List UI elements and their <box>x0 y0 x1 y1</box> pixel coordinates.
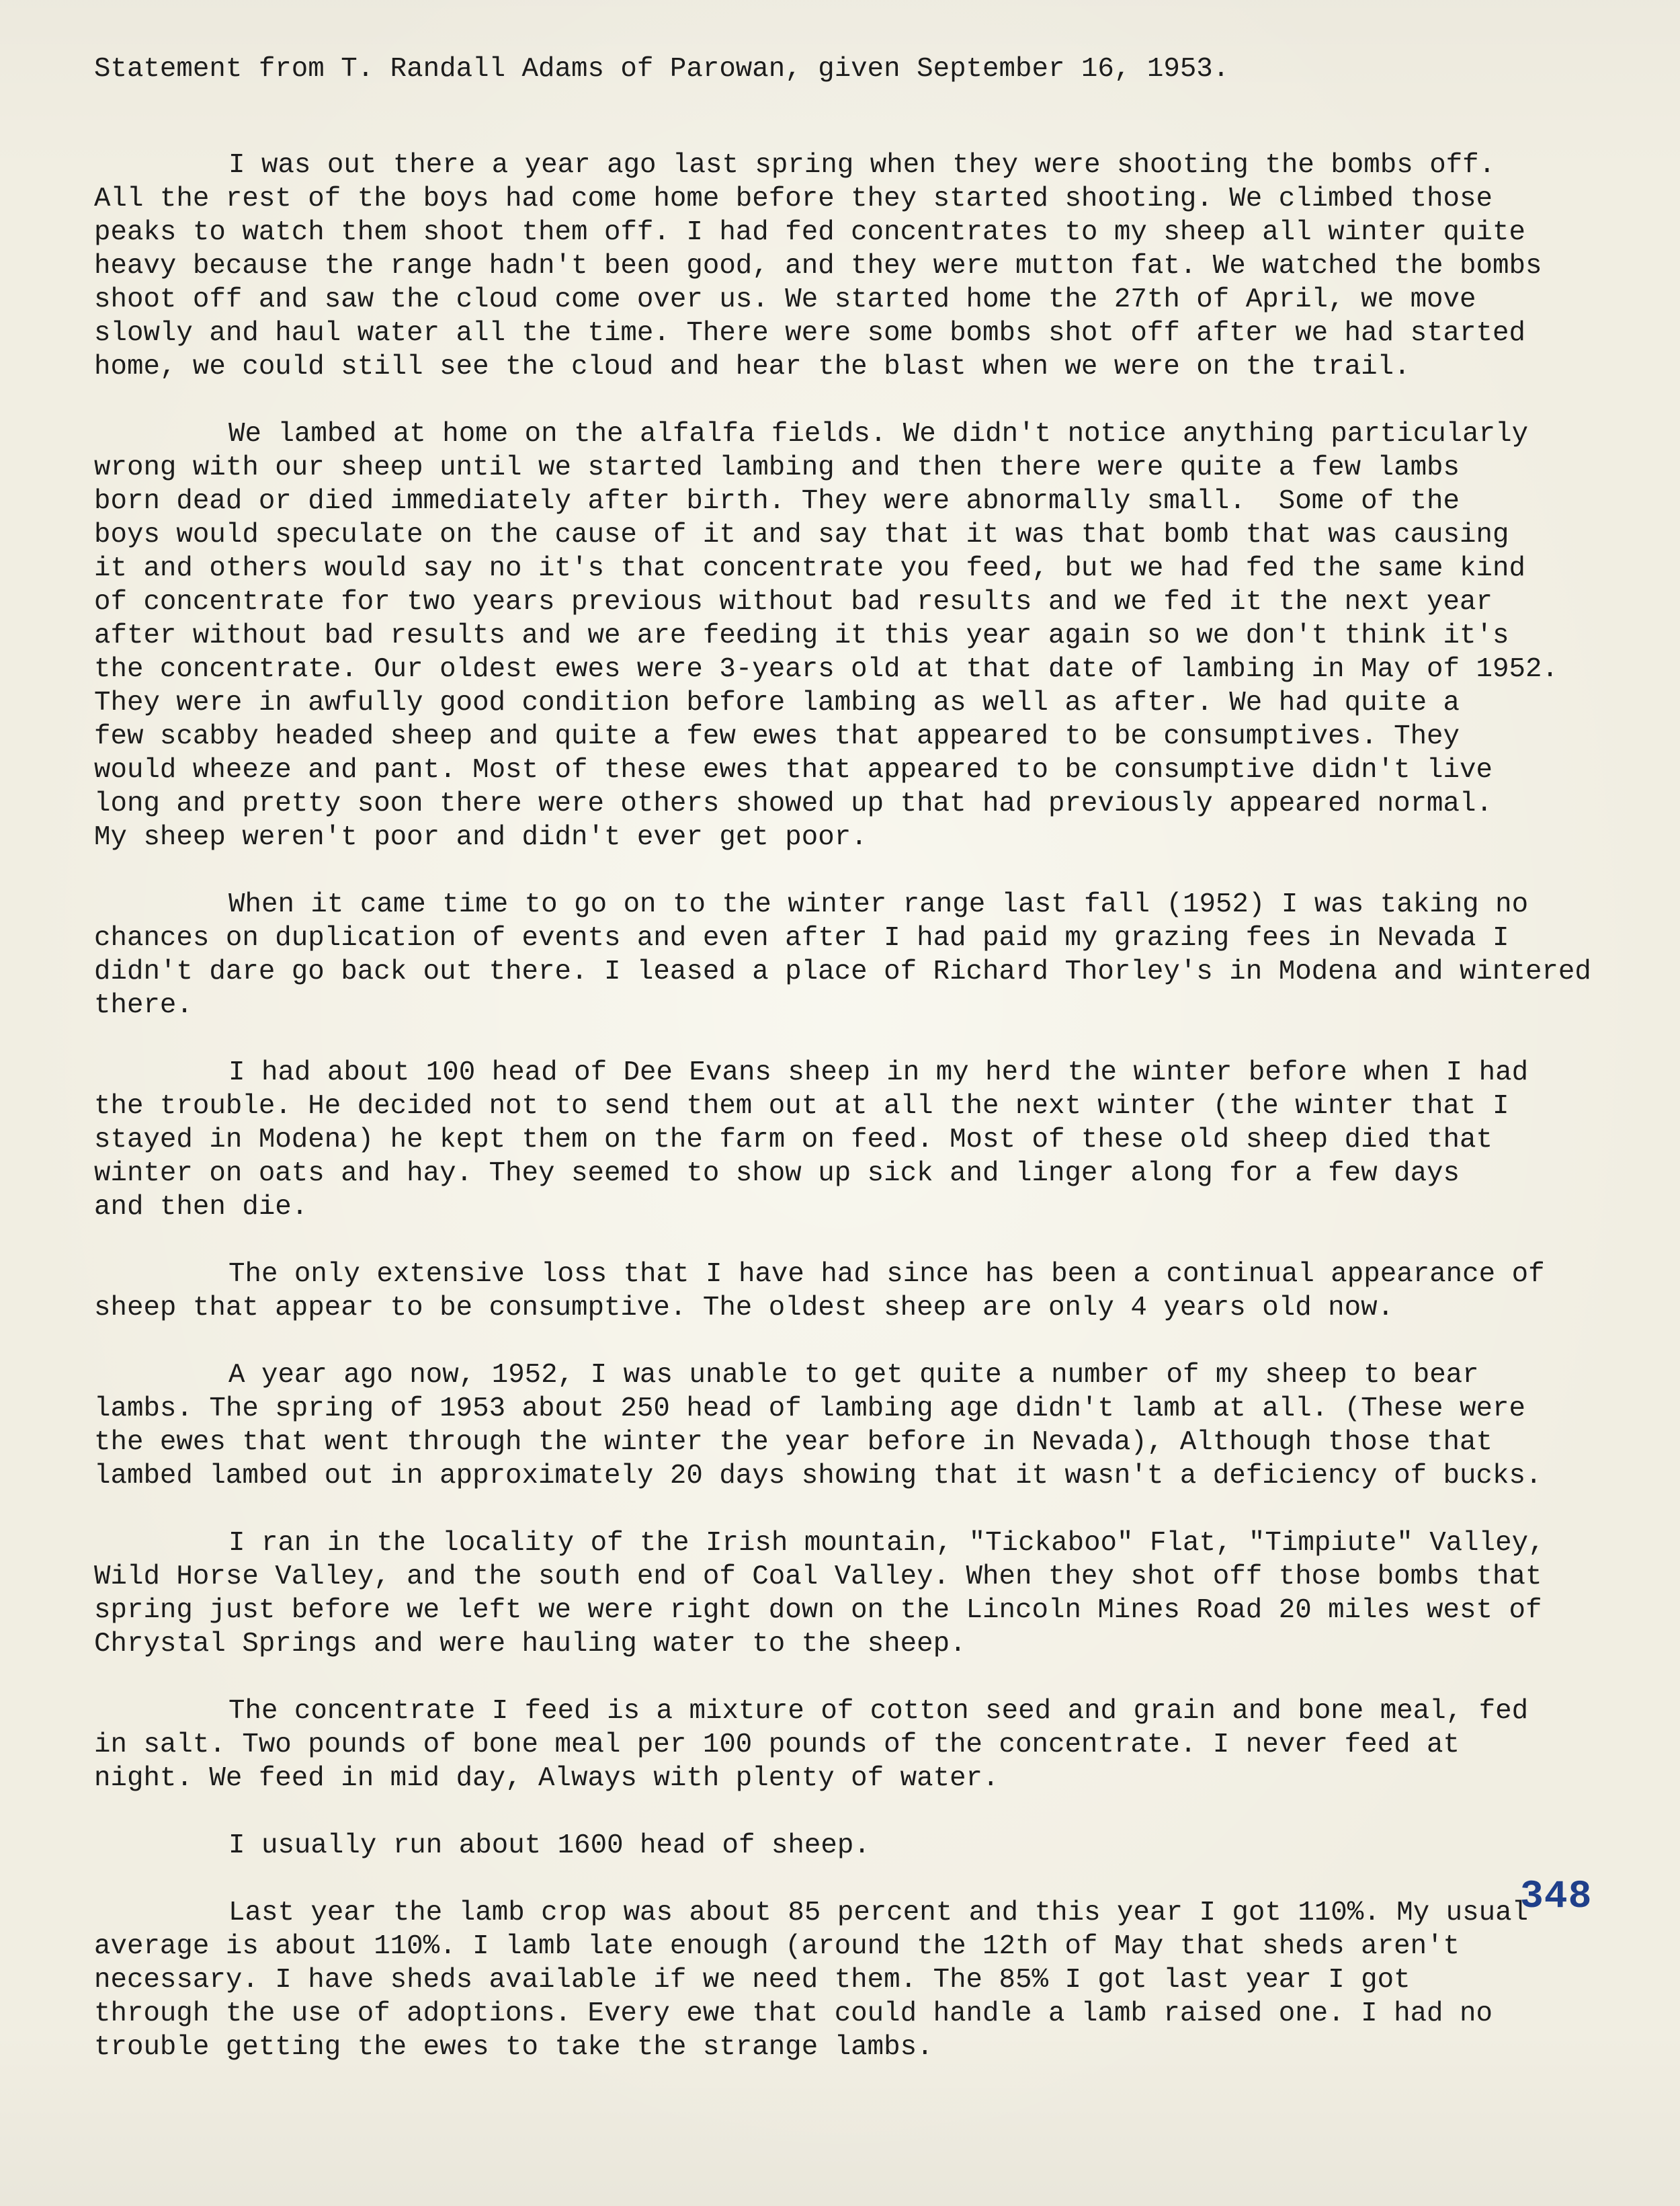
text-line: boys would speculate on the cause of it and say that it was that bomb that was causing <box>94 520 1509 550</box>
paragraph <box>94 1358 1646 1493</box>
text-line: The concentrate I feed is a mixture of cotton seed and grain and bone meal, fed <box>228 1696 1529 1727</box>
text-line: after without bad results and we are feeding it this year again so we don't think it's <box>94 620 1509 651</box>
text-line: the concentrate. Our oldest ewes were 3-years old at that date of lambing in May of 1952. <box>94 654 1558 685</box>
statement-heading: Statement from T. Randall Adams of Parowan, given September 16, 1953. <box>94 54 1230 85</box>
paragraph <box>94 149 1646 384</box>
text-line: slowly and haul water all the time. There were some bombs shot off after we had started <box>94 318 1525 349</box>
text-line: I usually run about 1600 head of sheep. <box>228 1830 870 1861</box>
text-line: spring just before we left we were right down on the Lincoln Mines Road 20 miles west of <box>94 1595 1542 1626</box>
text-line: few scabby headed sheep and quite a few ewes that appeared to be consumptives. They <box>94 721 1460 752</box>
text-line: shoot off and saw the cloud come over us. We started home the 27th of April, we move <box>94 284 1476 315</box>
text-line: lambed lambed out in approximately 20 days showing that it wasn't a deficiency of bucks. <box>94 1461 1542 1492</box>
text-line: there. <box>94 990 193 1021</box>
text-line: chances on duplication of events and even after I had paid my grazing fees in Nevada I <box>94 923 1509 954</box>
text-line: My sheep weren't poor and didn't ever get poor. <box>94 822 868 853</box>
text-line: I was out there a year ago last spring when they were shooting the bombs off. <box>228 150 1496 181</box>
text-line: heavy because the range hadn't been good, and they were mutton fat. We watched the bombs <box>94 251 1542 282</box>
text-line: would wheeze and pant. Most of these ewes that appeared to be consumptive didn't live <box>94 755 1493 786</box>
paragraph <box>94 1258 1646 1325</box>
text-line: wrong with our sheep until we started lambing and then there were quite a few lambs <box>94 452 1460 483</box>
text-line: All the rest of the boys had come home before they started shooting. We climbed those <box>94 183 1493 214</box>
text-line: Last year the lamb crop was about 85 percent and this year I got 110%. My usual <box>228 1897 1529 1928</box>
statement-text <box>94 52 1646 2098</box>
text-line: stayed in Modena) he kept them on the farm on feed. Most of these old sheep died that <box>94 1125 1493 1155</box>
text-line: I had about 100 head of Dee Evans sheep in my herd the winter before when I had <box>228 1057 1529 1088</box>
paragraph <box>94 1056 1646 1224</box>
text-line: lambs. The spring of 1953 about 250 head of lambing age didn't lamb at all. (These were <box>94 1393 1525 1424</box>
text-line: the trouble. He decided not to send them out at all the next winter (the winter that I <box>94 1091 1509 1122</box>
text-line: We lambed at home on the alfalfa fields. We didn't notice anything particularly <box>228 419 1529 450</box>
paragraph <box>94 1526 1646 1661</box>
text-line: They were in awfully good condition before lambing as well as after. We had quite a <box>94 688 1460 719</box>
text-line: through the use of adoptions. Every ewe that could handle a lamb raised one. I had no <box>94 1998 1493 2029</box>
text-line: A year ago now, 1952, I was unable to get quite a number of my sheep to bear <box>228 1360 1479 1391</box>
text-line: born dead or died immediately after birth. They were abnormally small. Some of the <box>94 486 1460 517</box>
paragraph <box>94 1896 1646 2064</box>
text-line: average is about 110%. I lamb late enough (around the 12th of May that sheds aren't <box>94 1931 1460 1962</box>
text-line: in salt. Two pounds of bone meal per 100 pounds of the concentrate. I never feed at <box>94 1729 1460 1760</box>
text-line: home, we could still see the cloud and hear the blast when we were on the trail. <box>94 352 1411 382</box>
text-line: The only extensive loss that I have had since has been a continual appearance of <box>228 1259 1545 1290</box>
text-line: it and others would say no it's that concentrate you feed, but we had fed the same kind <box>94 553 1525 584</box>
text-line: and then die. <box>94 1192 308 1223</box>
text-line: Chrystal Springs and were hauling water to the sheep. <box>94 1629 966 1660</box>
statement-body <box>94 149 1646 2064</box>
text-line: peaks to watch them shoot them off. I had fed concentrates to my sheep all winter quite <box>94 217 1525 248</box>
text-line: I ran in the locality of the Irish mountain, "Tickaboo" Flat, "Timpiute" Valley, <box>228 1528 1545 1559</box>
text-line: of concentrate for two years previous without bad results and we fed it the next year <box>94 587 1493 618</box>
text-line: didn't dare go back out there. I leased a place of Richard Thorley's in Modena and wintered <box>94 956 1591 987</box>
text-line: long and pretty soon there were others showed up that had previously appeared normal. <box>94 788 1493 819</box>
text-line: necessary. I have sheds available if we need them. The 85% I got last year I got <box>94 1965 1411 1996</box>
paragraph <box>94 1829 1646 1863</box>
text-line: Wild Horse Valley, and the south end of Coal Valley. When they shot off those bombs that <box>94 1561 1542 1592</box>
text-line: trouble getting the ewes to take the strange lambs. <box>94 2032 933 2063</box>
paragraph <box>94 1694 1646 1795</box>
text-line: the ewes that went through the winter the year before in Nevada), Although those that <box>94 1427 1493 1458</box>
text-line: night. We feed in mid day, Always with plenty of water. <box>94 1763 999 1794</box>
text-line: winter on oats and hay. They seemed to show up sick and linger along for a few days <box>94 1158 1460 1189</box>
paragraph <box>94 888 1646 1022</box>
text-line: When it came time to go on to the winter range last fall (1952) I was taking no <box>228 889 1529 920</box>
text-line: sheep that appear to be consumptive. The oldest sheep are only 4 years old now. <box>94 1293 1394 1323</box>
paragraph <box>94 417 1646 854</box>
page-number-stamp: 348 <box>1520 1875 1593 1919</box>
